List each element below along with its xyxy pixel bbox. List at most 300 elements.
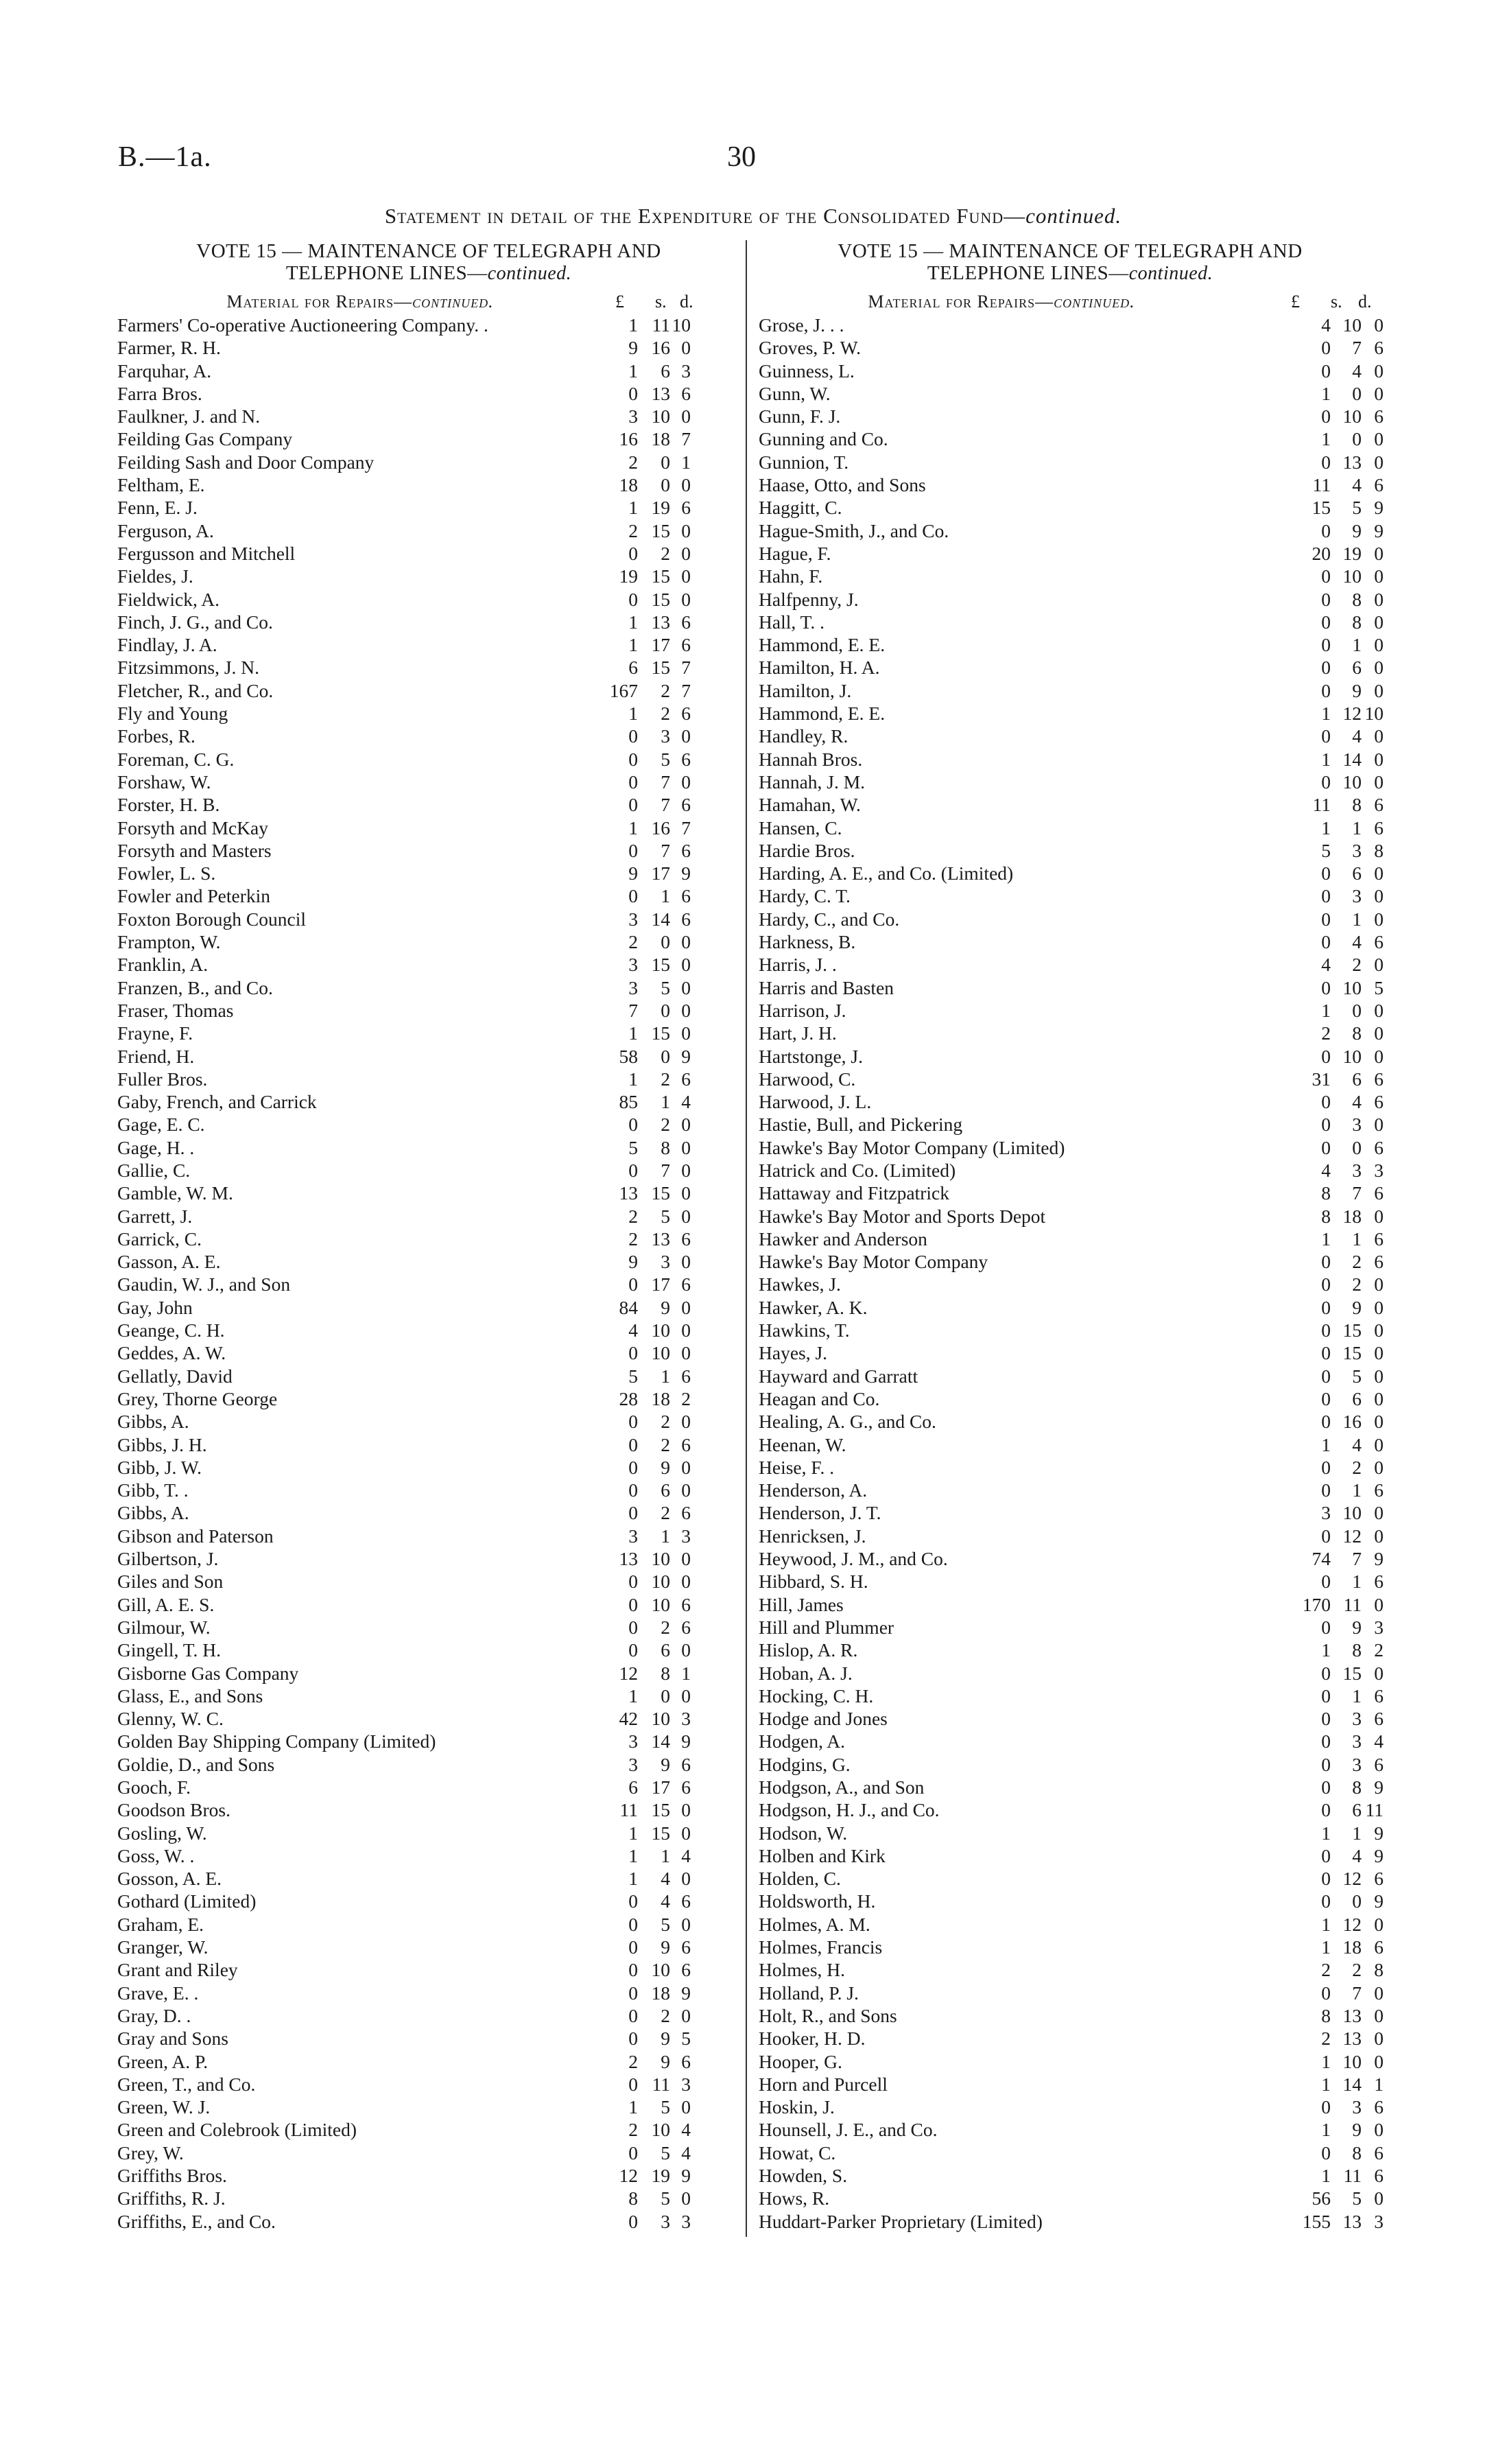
amount-shillings: 18 <box>1342 1205 1362 1227</box>
amount-pence: 6 <box>1374 931 1384 953</box>
table-row <box>113 999 744 1022</box>
amount-pence: 0 <box>681 931 691 953</box>
amount-shillings: 10 <box>651 2119 670 2141</box>
payee-name: Hammond, E. E. <box>759 634 886 656</box>
amount-pounds: 0 <box>1321 863 1331 884</box>
amount-pounds: 2 <box>628 1228 638 1249</box>
table-row <box>113 1022 744 1044</box>
payee-name: Hooper, G. <box>759 2050 842 2072</box>
amount-pounds: 0 <box>1321 679 1331 701</box>
table-row <box>755 1319 1386 1341</box>
amount-shillings: 16 <box>651 817 670 838</box>
amount-shillings: 15 <box>651 1022 670 1044</box>
table-row <box>113 1296 744 1319</box>
amount-pence: 7 <box>681 657 691 679</box>
amount-pence: 1 <box>681 1662 691 1684</box>
payee-name: Forsyth and McKay <box>117 817 268 838</box>
amount-pounds: 0 <box>628 2073 638 2095</box>
amount-shillings: 6 <box>1352 1799 1362 1821</box>
amount-pounds: 0 <box>1321 1776 1331 1798</box>
amount-shillings: 3 <box>661 2210 670 2232</box>
amount-pence: 6 <box>1374 1479 1384 1501</box>
amount-pence: 0 <box>1374 1022 1384 1044</box>
amount-pence: 0 <box>1374 1387 1384 1409</box>
amount-pence: 3 <box>681 1525 691 1547</box>
payee-name: Heywood, J. M., and Co. <box>759 1548 948 1570</box>
amount-shillings: 8 <box>1352 794 1362 816</box>
payee-name: Fergusson and Mitchell <box>117 542 296 564</box>
table-row <box>113 1045 744 1068</box>
table-row <box>755 679 1386 702</box>
amount-pence: 11 <box>1365 1799 1384 1821</box>
amount-pence: 3 <box>681 360 691 382</box>
amount-pounds: 16 <box>619 428 638 450</box>
table-row <box>755 2118 1386 2141</box>
amount-pounds: 58 <box>619 1045 638 1067</box>
amount-pounds: 1 <box>628 314 638 336</box>
table-row <box>755 1867 1386 1890</box>
table-row <box>755 702 1386 725</box>
table-row <box>755 542 1386 565</box>
payee-name: Gilmour, W. <box>117 1616 211 1638</box>
amount-pence: 10 <box>1364 703 1384 725</box>
amount-pounds: 3 <box>628 976 638 998</box>
amount-pence: 6 <box>1374 1571 1384 1593</box>
amount-shillings: 15 <box>651 565 670 587</box>
table-row <box>113 2050 744 2073</box>
amount-pence: 3 <box>681 1708 691 1730</box>
amount-pounds: 2 <box>628 1205 638 1227</box>
payee-name: Hall, T. . <box>759 611 824 633</box>
amount-pence: 0 <box>1374 2004 1384 2026</box>
payee-name: Geddes, A. W. <box>117 1342 226 1364</box>
amount-pence: 0 <box>1374 2050 1384 2072</box>
amount-pounds: 1 <box>1321 999 1331 1021</box>
amount-pounds: 2 <box>1321 1959 1331 1981</box>
table-row <box>755 999 1386 1022</box>
amount-pence: 0 <box>1374 1274 1384 1295</box>
amount-pounds: 0 <box>628 2004 638 2026</box>
amount-pence: 0 <box>1374 771 1384 793</box>
payee-name: Farmer, R. H. <box>117 337 221 359</box>
amount-pence: 9 <box>1374 497 1384 519</box>
amount-pounds: 0 <box>628 748 638 770</box>
amount-pence: 0 <box>681 2187 691 2209</box>
amount-pence: 0 <box>1374 863 1384 884</box>
payee-name: Hart, J. H. <box>759 1022 837 1044</box>
amount-pounds: 0 <box>1321 1685 1331 1706</box>
amount-pence: 10 <box>672 314 691 336</box>
amount-pence: 6 <box>1374 474 1384 496</box>
amount-shillings: 6 <box>661 360 670 382</box>
amount-shillings: 2 <box>661 679 670 701</box>
payee-name: Handley, R. <box>759 725 849 747</box>
table-row <box>755 793 1386 816</box>
amount-pence: 2 <box>1374 1639 1384 1661</box>
amount-shillings: 1 <box>1352 908 1362 930</box>
amount-pounds: 11 <box>619 1799 638 1821</box>
table-row <box>113 862 744 884</box>
amount-pence: 0 <box>681 1114 691 1136</box>
table-row <box>113 1822 744 1844</box>
amount-pounds: 2 <box>628 931 638 953</box>
payee-name: Heagan and Co. <box>759 1387 880 1409</box>
amount-shillings: 2 <box>661 2004 670 2026</box>
amount-pence: 0 <box>681 2004 691 2026</box>
amount-shillings: 10 <box>651 1708 670 1730</box>
amount-pounds: 0 <box>628 1982 638 2004</box>
amount-shillings: 15 <box>651 1822 670 1844</box>
amount-pence: 0 <box>1374 954 1384 976</box>
table-row <box>113 565 744 587</box>
amount-shillings: 0 <box>661 999 670 1021</box>
amount-pounds: 1 <box>1321 703 1331 725</box>
amount-pence: 0 <box>1374 908 1384 930</box>
amount-pence: 0 <box>1374 314 1384 336</box>
amount-pounds: 0 <box>628 1890 638 1912</box>
amount-pounds: 0 <box>1321 565 1331 587</box>
amount-pounds: 0 <box>628 1936 638 1958</box>
payee-name: Griffiths, R. J. <box>117 2187 226 2209</box>
amount-pounds: 74 <box>1312 1548 1331 1570</box>
payee-name: Glass, E., and Sons <box>117 1685 263 1706</box>
amount-pounds: 1 <box>1321 428 1331 450</box>
amount-pounds: 4 <box>628 1319 638 1341</box>
payee-name: Frayne, F. <box>117 1022 193 1044</box>
vote-heading-line2 <box>755 262 1386 285</box>
payee-name: Hamilton, H. A. <box>759 657 880 679</box>
table-row <box>113 1662 744 1685</box>
amount-shillings: 3 <box>1352 1753 1362 1775</box>
pounds-header: £ <box>615 292 624 312</box>
amount-shillings: 8 <box>1352 2142 1362 2163</box>
amount-pence: 6 <box>681 634 691 656</box>
payee-name: Guinness, L. <box>759 360 855 382</box>
amount-pence: 6 <box>681 1890 691 1912</box>
table-row <box>113 1182 744 1204</box>
amount-shillings: 6 <box>661 1639 670 1661</box>
amount-shillings: 1 <box>1352 634 1362 656</box>
amount-shillings: 2 <box>1352 1274 1362 1295</box>
amount-pounds: 0 <box>1321 519 1331 541</box>
amount-pounds: 1 <box>1321 817 1331 838</box>
payee-name: Gilbertson, J. <box>117 1548 219 1570</box>
payee-name: Holden, C. <box>759 1868 841 1890</box>
table-row <box>113 793 744 816</box>
table-row <box>113 1433 744 1456</box>
amount-pounds: 0 <box>628 794 638 816</box>
amount-pence: 0 <box>681 1136 691 1158</box>
amount-pounds: 1 <box>628 360 638 382</box>
payee-name: Healing, A. G., and Co. <box>759 1411 936 1433</box>
amount-pence: 0 <box>681 1548 691 1570</box>
amount-pounds: 0 <box>1321 657 1331 679</box>
amount-pence: 6 <box>1374 817 1384 838</box>
table-row <box>755 656 1386 679</box>
amount-shillings: 14 <box>651 1730 670 1752</box>
amount-pence: 9 <box>681 1045 691 1067</box>
amount-pounds: 1 <box>1321 1913 1331 1935</box>
payee-name: Goodson Bros. <box>117 1799 231 1821</box>
table-row <box>113 611 744 633</box>
amount-pounds: 1 <box>1321 1228 1331 1249</box>
amount-pounds: 1 <box>628 634 638 656</box>
payee-name: Gooch, F. <box>117 1776 191 1798</box>
amount-pence: 3 <box>681 2210 691 2232</box>
amount-shillings: 8 <box>1352 588 1362 610</box>
table-row <box>755 771 1386 793</box>
amount-shillings: 0 <box>661 1045 670 1067</box>
amount-shillings: 14 <box>1342 748 1362 770</box>
amount-pounds: 0 <box>628 1913 638 1935</box>
amount-pounds: 0 <box>1321 725 1331 747</box>
amount-shillings: 15 <box>651 657 670 679</box>
table-row <box>113 1456 744 1479</box>
amount-shillings: 13 <box>1342 2028 1362 2050</box>
amount-pounds: 18 <box>619 474 638 496</box>
amount-shillings: 5 <box>661 2187 670 2209</box>
amount-shillings: 5 <box>661 1913 670 1935</box>
amount-shillings: 13 <box>651 382 670 404</box>
payee-name: Groves, P. W. <box>759 337 861 359</box>
amount-pence: 0 <box>1374 1662 1384 1684</box>
amount-pence: 6 <box>1374 2165 1384 2187</box>
amount-pounds: 7 <box>628 999 638 1021</box>
payee-name: Farra Bros. <box>117 382 202 404</box>
amount-pence: 0 <box>1374 428 1384 450</box>
amount-pence: 0 <box>1374 1433 1384 1455</box>
payee-name: Farmers' Co-operative Auctioneering Company. . <box>117 314 488 336</box>
table-row <box>113 1958 744 1981</box>
payee-name: Green, A. P. <box>117 2050 209 2072</box>
amount-shillings: 15 <box>651 1799 670 1821</box>
amount-shillings: 5 <box>1352 1365 1362 1387</box>
amount-pounds: 0 <box>628 1502 638 1524</box>
amount-pounds: 1 <box>628 2096 638 2118</box>
table-row <box>755 2096 1386 2118</box>
table-row <box>755 1707 1386 1730</box>
vote-heading-line1: VOTE 15 — MAINTENANCE OF TELEGRAPH AND <box>196 240 661 262</box>
table-row <box>755 1387 1386 1410</box>
amount-pounds: 0 <box>1321 1616 1331 1638</box>
amount-pounds: 0 <box>628 1571 638 1593</box>
amount-shillings: 13 <box>1342 2004 1362 2026</box>
amount-pounds: 1 <box>628 1068 638 1090</box>
amount-pounds: 11 <box>1312 794 1331 816</box>
amount-pence: 0 <box>1374 542 1384 564</box>
table-row <box>113 1982 744 2004</box>
amount-pounds: 0 <box>628 1959 638 1981</box>
amount-pence: 3 <box>1374 1159 1384 1181</box>
amount-pounds: 1 <box>628 703 638 725</box>
payee-name: Henderson, A. <box>759 1479 868 1501</box>
amount-shillings: 6 <box>1352 657 1362 679</box>
table-row <box>755 519 1386 542</box>
payee-name: Howden, S. <box>759 2165 848 2187</box>
amount-shillings: 11 <box>1343 1593 1362 1615</box>
table-row <box>113 725 744 747</box>
amount-pence: 0 <box>681 1319 691 1341</box>
payee-name: Forbes, R. <box>117 725 195 747</box>
table-row <box>755 1662 1386 1685</box>
amount-shillings: 6 <box>1352 1068 1362 1090</box>
payee-name: Holland, P. J. <box>759 1982 859 2004</box>
payee-name: Gibson and Paterson <box>117 1525 274 1547</box>
amount-pence: 4 <box>681 2119 691 2141</box>
amount-shillings: 2 <box>661 1616 670 1638</box>
amount-pence: 0 <box>1374 1365 1384 1387</box>
payee-name: Holdsworth, H. <box>759 1890 876 1912</box>
amount-pounds: 1 <box>628 817 638 838</box>
payee-name: Hardie Bros. <box>759 839 855 861</box>
amount-shillings: 19 <box>651 497 670 519</box>
table-row <box>755 1844 1386 1867</box>
table-row <box>113 588 744 611</box>
amount-pence: 7 <box>681 817 691 838</box>
payee-name: Hamahan, W. <box>759 794 861 816</box>
amount-pence: 6 <box>681 1365 691 1387</box>
amount-pence: 0 <box>681 2096 691 2118</box>
payee-name: Hocking, C. H. <box>759 1685 874 1706</box>
amount-shillings: 7 <box>1352 1982 1362 2004</box>
table-row <box>755 382 1386 405</box>
payee-name: Harris and Basten <box>759 976 894 998</box>
table-row <box>755 496 1386 519</box>
amount-pounds: 0 <box>1321 1662 1331 1684</box>
amount-shillings: 5 <box>661 976 670 998</box>
payee-name: Hayes, J. <box>759 1342 828 1364</box>
statement-text: Statement in detail of the Expenditure of the Consolidated Fund— <box>384 204 1026 228</box>
amount-shillings: 4 <box>661 1890 670 1912</box>
table-row <box>113 1410 744 1433</box>
table-row <box>113 2118 744 2141</box>
payee-name: Hislop, A. R. <box>759 1639 858 1661</box>
payee-name: Green, W. J. <box>117 2096 211 2118</box>
amount-pence: 9 <box>1374 1776 1384 1798</box>
payee-name: Foxton Borough Council <box>117 908 307 930</box>
amount-shillings: 10 <box>1342 314 1362 336</box>
amount-pounds: 12 <box>619 1662 638 1684</box>
table-row <box>755 1776 1386 1798</box>
table-row <box>755 2073 1386 2096</box>
amount-pounds: 0 <box>628 1433 638 1455</box>
payee-name: Harding, A. E., and Co. (Limited) <box>759 863 1014 884</box>
material-title-continued: continued. <box>1054 292 1135 312</box>
amount-pounds: 1 <box>628 497 638 519</box>
amount-shillings: 13 <box>651 1228 670 1249</box>
payee-name: Forsyth and Masters <box>117 839 272 861</box>
table-row <box>113 1387 744 1410</box>
table-row <box>755 1982 1386 2004</box>
payee-name: Harrison, J. <box>759 999 846 1021</box>
payee-name: Gingell, T. H. <box>117 1639 221 1661</box>
amount-shillings: 6 <box>1352 863 1362 884</box>
left-entries <box>113 314 744 2233</box>
amount-shillings: 8 <box>1352 611 1362 633</box>
amount-pence: 0 <box>1374 657 1384 679</box>
amount-shillings: 3 <box>1352 1159 1362 1181</box>
amount-shillings: 2 <box>661 1068 670 1090</box>
amount-pence: 6 <box>681 703 691 725</box>
amount-pounds: 0 <box>1321 1571 1331 1593</box>
amount-pounds: 0 <box>628 588 638 610</box>
amount-pence: 4 <box>1374 1730 1384 1752</box>
table-row <box>755 2187 1386 2209</box>
amount-pence: 0 <box>1374 1342 1384 1364</box>
table-row <box>755 839 1386 862</box>
amount-pounds: 2 <box>1321 1022 1331 1044</box>
amount-pence: 0 <box>681 1411 691 1433</box>
table-row <box>113 1479 744 1501</box>
payee-name: Gunnion, T. <box>759 451 849 473</box>
table-row <box>755 748 1386 771</box>
amount-pounds: 0 <box>628 725 638 747</box>
amount-pounds: 0 <box>1321 337 1331 359</box>
amount-shillings: 8 <box>661 1136 670 1158</box>
amount-shillings: 3 <box>1352 2096 1362 2118</box>
amount-shillings: 12 <box>1342 1525 1362 1547</box>
amount-shillings: 5 <box>661 1205 670 1227</box>
amount-pence: 6 <box>681 1502 691 1524</box>
amount-pounds: 0 <box>1321 1319 1331 1341</box>
amount-pence: 0 <box>1374 1296 1384 1318</box>
table-row <box>755 1822 1386 1844</box>
table-row <box>755 1913 1386 1936</box>
amount-shillings: 3 <box>1352 839 1362 861</box>
table-row <box>755 1798 1386 1821</box>
payee-name: Gosson, A. E. <box>117 1868 222 1890</box>
table-row <box>755 1936 1386 1958</box>
payee-name: Gosling, W. <box>117 1822 207 1844</box>
amount-shillings: 4 <box>1352 1433 1362 1455</box>
amount-shillings: 16 <box>651 337 670 359</box>
table-row <box>113 542 744 565</box>
table-row <box>755 565 1386 587</box>
amount-shillings: 9 <box>1352 1616 1362 1638</box>
payee-name: Hounsell, J. E., and Co. <box>759 2119 938 2141</box>
amount-pence: 3 <box>1374 2210 1384 2232</box>
payee-name: Gellatly, David <box>117 1365 233 1387</box>
table-row <box>755 1365 1386 1387</box>
table-row <box>755 930 1386 953</box>
amount-shillings: 1 <box>1352 1685 1362 1706</box>
amount-pounds: 6 <box>628 1776 638 1798</box>
amount-pence: 0 <box>681 542 691 564</box>
amount-shillings: 19 <box>1342 542 1362 564</box>
amount-pence: 6 <box>681 1068 691 1090</box>
amount-pounds: 0 <box>628 885 638 907</box>
table-row <box>755 1045 1386 1068</box>
amount-shillings: 5 <box>1352 2187 1362 2209</box>
amount-pence: 6 <box>681 1753 691 1775</box>
amount-shillings: 14 <box>1342 2073 1362 2095</box>
amount-pounds: 1 <box>628 1022 638 1044</box>
amount-pounds: 0 <box>1321 1708 1331 1730</box>
amount-pence: 9 <box>681 2165 691 2187</box>
payee-name: Gray and Sons <box>117 2028 228 2050</box>
payee-name: Gray, D. . <box>117 2004 191 2026</box>
payee-name: Gage, E. C. <box>117 1114 205 1136</box>
table-row <box>113 1090 744 1113</box>
amount-shillings: 2 <box>1352 1959 1362 1981</box>
amount-pounds: 0 <box>628 382 638 404</box>
payee-name: Fly and Young <box>117 703 228 725</box>
payee-name: Hawke's Bay Motor Company <box>759 1251 988 1273</box>
amount-pounds: 13 <box>619 1182 638 1204</box>
amount-pounds: 3 <box>628 1730 638 1752</box>
table-row <box>113 1068 744 1090</box>
payee-name: Frampton, W. <box>117 931 221 953</box>
